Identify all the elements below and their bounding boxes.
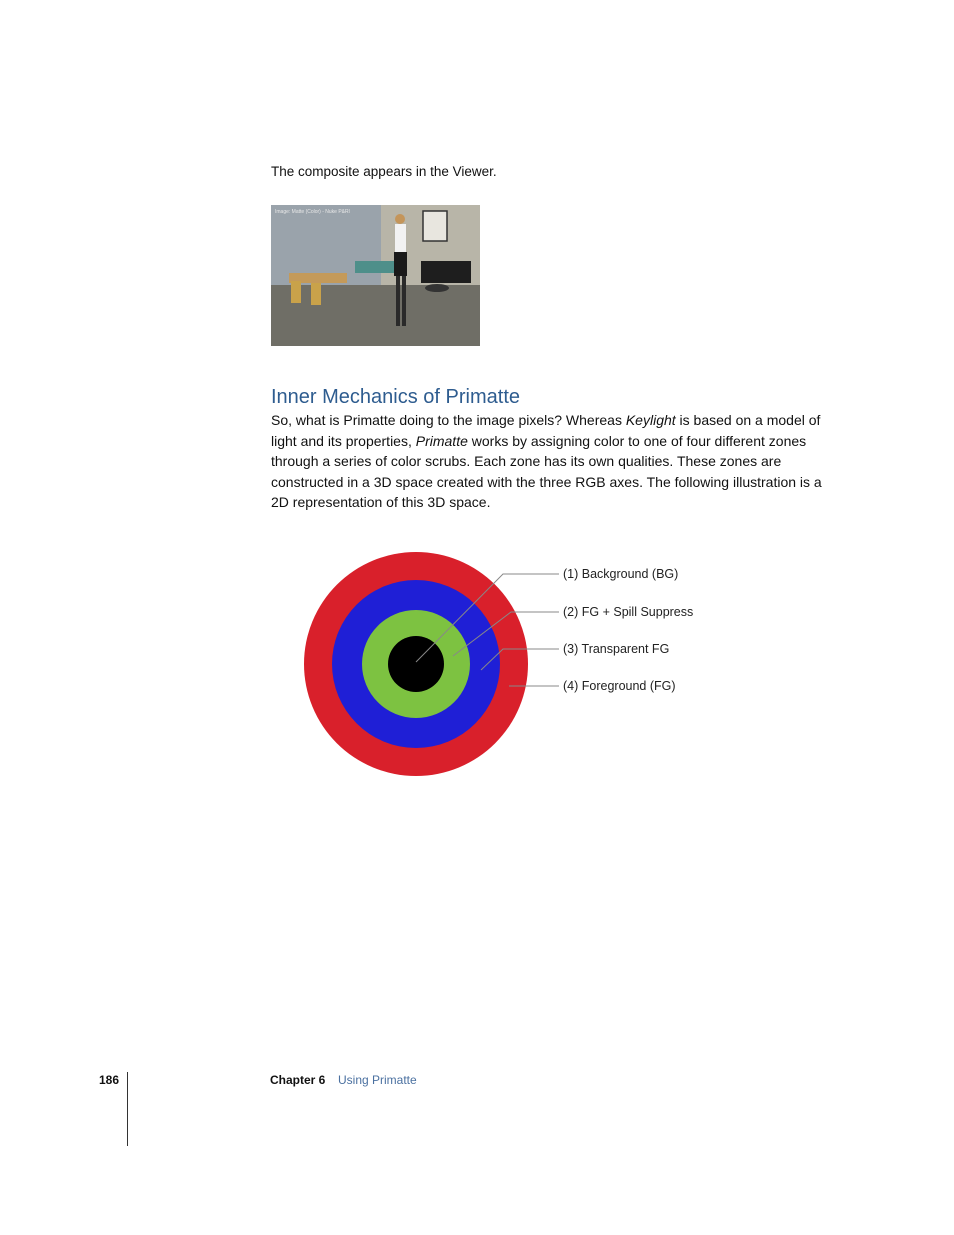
keylight-term: Keylight bbox=[625, 412, 676, 428]
paragraph-text: is based on a model of light and its properties, bbox=[271, 412, 821, 449]
page-number: 186 bbox=[99, 1073, 120, 1087]
zone-4-foreground-core bbox=[388, 636, 444, 692]
sofa bbox=[421, 261, 471, 283]
side-table bbox=[425, 284, 449, 292]
footer-chapter: Chapter 6 bbox=[270, 1073, 326, 1087]
footer-chapter-title: Using Primatte bbox=[338, 1073, 417, 1087]
zone-4-label: (4) Foreground (FG) bbox=[563, 679, 676, 693]
viewer-overlay-text: Image: Matte (Color) - Nuke P&Rl bbox=[275, 209, 350, 215]
footer-divider bbox=[127, 1072, 128, 1146]
primatte-term: Primatte bbox=[415, 432, 468, 449]
zone-3-label: (3) Transparent FG bbox=[563, 642, 670, 656]
section-paragraph bbox=[271, 410, 831, 513]
person-skirt bbox=[394, 252, 407, 276]
paragraph-text: works by assigning color to one of four different zones through a series of color scrubs. Each zone has its own qualities. These zones are constructed in a 3D space created with the three RGB axes. The following illustration is a 2D representation of this 3D space. bbox=[271, 432, 822, 510]
person-shirt bbox=[395, 224, 406, 252]
viewer-composite-image bbox=[271, 205, 480, 346]
chair bbox=[291, 281, 301, 303]
primatte-zones-diagram bbox=[271, 540, 711, 810]
person-head bbox=[395, 214, 405, 224]
wall-picture bbox=[423, 211, 447, 241]
person-leg bbox=[396, 276, 400, 326]
floor bbox=[271, 285, 480, 346]
section-heading: Inner Mechanics of Primatte bbox=[271, 386, 520, 408]
teal-chairs bbox=[355, 261, 395, 273]
intro-text: The composite appears in the Viewer. bbox=[271, 164, 497, 179]
chair bbox=[311, 283, 321, 305]
person-leg bbox=[402, 276, 406, 326]
zone-1-label: (1) Background (BG) bbox=[563, 567, 679, 581]
zone-2-label: (2) FG + Spill Suppress bbox=[563, 605, 694, 619]
paragraph-text: So, what is Primatte doing to the image pixels? Whereas bbox=[271, 412, 626, 428]
